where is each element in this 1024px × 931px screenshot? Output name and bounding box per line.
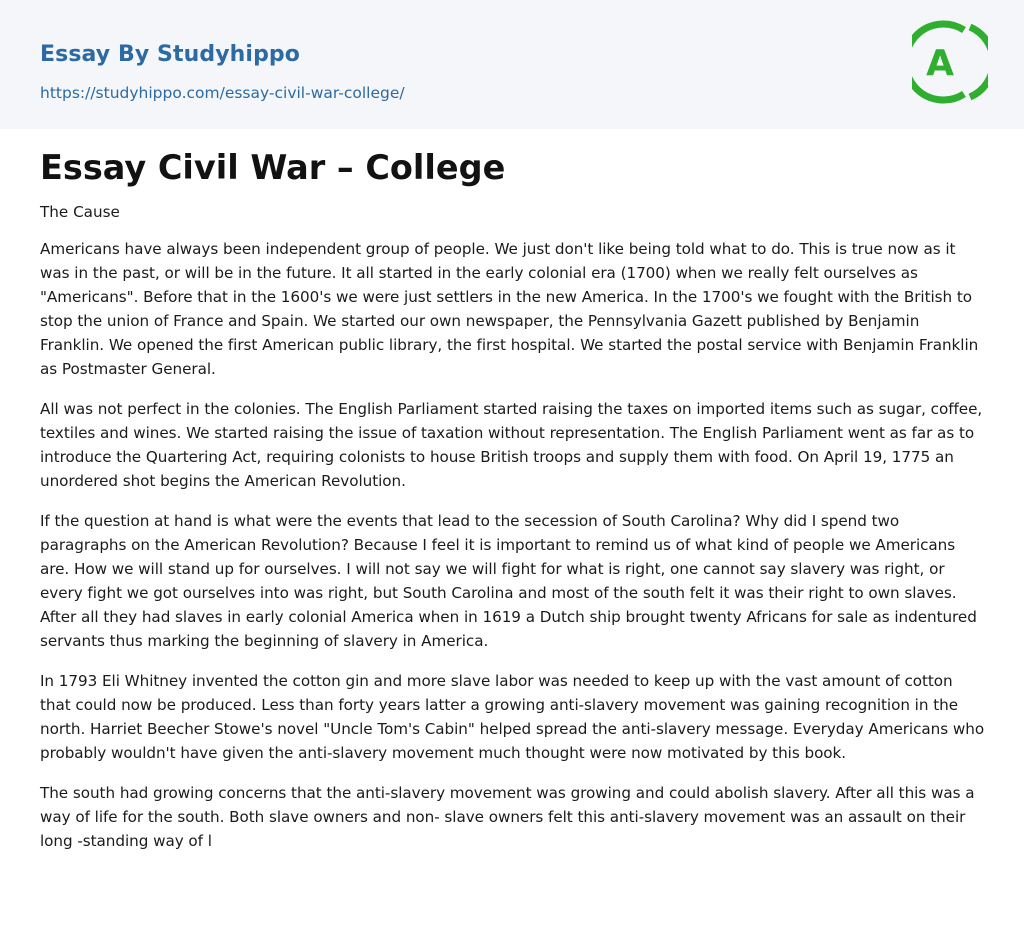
site-header <box>0 0 1024 129</box>
paragraph-5: The south had growing concerns that the anti-slavery movement was growing and could abolish slavery. After all this was a way of life for the south. Both slave owners and non- slave owners felt this anti-slavery movement was an assault on their long -standing way of l <box>40 784 975 850</box>
article-subtitle: The Cause <box>40 203 120 221</box>
paragraph-2: All was not perfect in the colonies. The English Parliament started raising the taxes on imported items such as sugar, coffee, textiles and wines. We started raising the issue of taxation without representation. The English Parliament went as far as to introduce the Quartering Act, requiring colonists to house British troops and supply them with food. On April 19, 1775 an unordered shot begins the American Revolution. <box>40 400 983 490</box>
site-brand[interactable]: Essay By Studyhippo <box>40 42 300 67</box>
paragraph-1: Americans have always been independent group of people. We just don't like being told what to do. This is true now as it was in the past, or will be in the future. It all started in the early colonial era (1700) when we really felt ourselves as "Americans". Before that in the 1600's we were just settlers in the new America. In the 1700's we fought with the British to stop the union of France and Spain. We started our own newspaper, the Pennsylvania Gazett published by Benjamin Franklin. We opened the first American public library, the first hospital. We started the postal service with Benjamin Franklin as Postmaster General. <box>40 240 979 378</box>
paragraph-3: If the question at hand is what were the events that lead to the secession of South Carolina? Why did I spend two paragraphs on the American Revolution? Because I feel it is important to remind us of what kind of people we Americans are. How we will stand up for ourselves. I will not say we will fight for what is right, one cannot say slavery was right, or every fight we got ourselves into was right, but South Carolina and most of the south felt it was their right to own slaves. After all they had slaves in early colonial America when in 1619 a Dutch ship brought twenty Africans for sale as indentured servants thus marking the beginning of slavery in America. <box>40 512 977 650</box>
article-url-link[interactable]: https://studyhippo.com/essay-civil-war-college/ <box>40 84 405 102</box>
article <box>40 146 986 853</box>
paragraph-4: In 1793 Eli Whitney invented the cotton gin and more slave labor was needed to keep up with the vast amount of cotton that could now be produced. Less than forty years latter a growing anti-slavery movement was gaining recognition in the north. Harriet Beecher Stowe's novel "Uncle Tom's Cabin" helped spread the anti-slavery message. Everyday Americans who probably wouldn't have given the anti-slavery movement much thought were now motivated by this book. <box>40 672 985 762</box>
logo-letter: A <box>926 43 954 84</box>
studyhippo-logo-icon[interactable] <box>912 18 988 106</box>
article-title: Essay Civil War – College <box>40 148 506 187</box>
